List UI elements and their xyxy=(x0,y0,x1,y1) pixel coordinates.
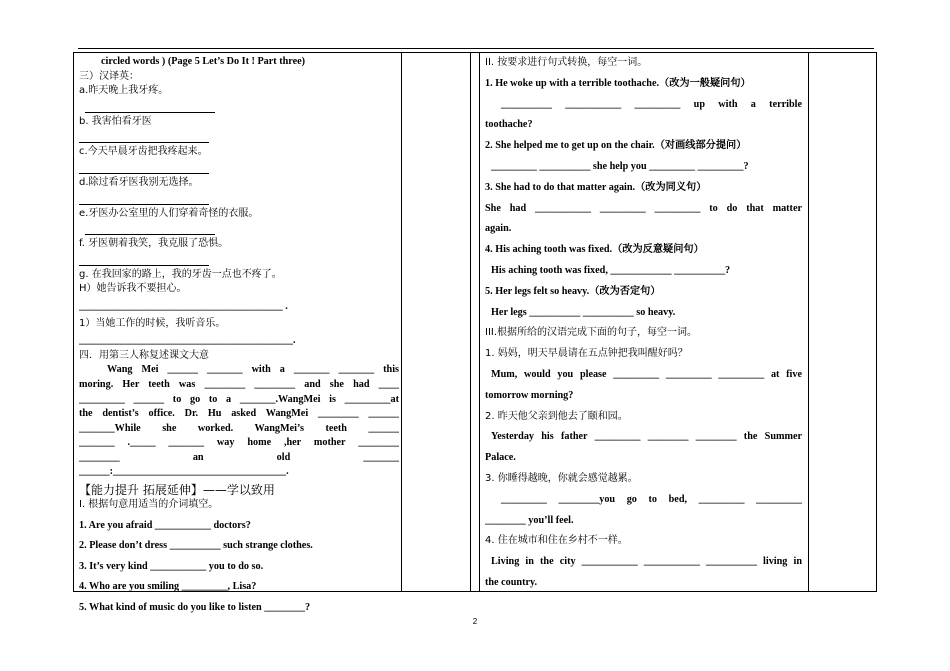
answer-line[interactable]: Mum, would you please _________ _________ _________ at five xyxy=(491,368,802,380)
answer-line[interactable]: _________ __________ she help you _________ _________? xyxy=(491,160,749,172)
passage-line: _________ ______ to go to a _______.WangMei is _________at xyxy=(79,393,399,405)
exercise-item: 3. She had to do that matter again.（改为同义句） xyxy=(485,181,707,193)
question-h: H）她告诉我不要担心。 xyxy=(79,283,187,295)
exercise-item: 1. He woke up with a terrible toothache.（改为一般疑问句） xyxy=(485,77,751,89)
answer-line: the country. xyxy=(485,576,538,588)
right-column xyxy=(485,53,802,594)
passage-line: ________ an old _______ xyxy=(79,451,399,463)
exercise-item: 1. 妈妈，明天早晨请在五点钟把我叫醒好吗？ xyxy=(485,348,688,360)
answer-line[interactable]: Her legs __________ __________ so heavy. xyxy=(491,306,676,318)
top-rule xyxy=(78,48,874,49)
exercise-item: 4. Who are you smiling _________, Lisa? xyxy=(79,581,257,593)
exercise-item: 3. It’s very kind ___________ you to do so. xyxy=(79,560,264,572)
answer-line: Palace. xyxy=(485,452,516,464)
passage-line: Wang Mei ______ _______ with a _______ _______ this xyxy=(107,364,399,376)
answer-line[interactable]: _________ ________you go to bed, _________ _________ xyxy=(501,493,802,505)
question-a: a.昨天晚上我牙疼。 xyxy=(79,85,169,97)
exercise-item: 2. She helped me to get up on the chair.（对画线部分提问） xyxy=(485,140,747,152)
section-heading: III.根据所给的汉语完成下面的句子，每空一词。 xyxy=(485,327,698,339)
answer-line[interactable] xyxy=(79,129,209,143)
exercise-item: 2. Please don’t dress __________ such strange clothes. xyxy=(79,540,313,552)
answer-line[interactable]: His aching tooth was fixed, ____________ __________? xyxy=(491,264,731,276)
column-divider-1 xyxy=(401,52,402,592)
answer-line[interactable] xyxy=(79,191,209,205)
section-heading: 三）汉译英： xyxy=(79,70,139,82)
answer-line[interactable] xyxy=(79,252,209,266)
section-title: 【能力提升 拓展延伸】——学以致用 xyxy=(79,483,275,498)
answer-line[interactable]: __________ ___________ _________ up with a terrible xyxy=(501,98,802,110)
column-divider-2 xyxy=(470,52,471,592)
question-c: c.今天早晨牙齿把我疼起来。 xyxy=(79,146,208,158)
section-heading: I. 根据句意用适当的介词填空。 xyxy=(79,499,219,511)
exercise-item: 4. His aching tooth was fixed.（改为反意疑问句） xyxy=(485,244,704,256)
instruction-line: circled words ) (Page 5 Let’s Do It ! Part three) xyxy=(101,56,306,67)
passage-line: _______While she worked. WangMei’s teeth ______ xyxy=(79,422,399,434)
section-heading: II. 按要求进行句式转换，每空一词。 xyxy=(485,57,648,68)
answer-line[interactable]: ________ you’ll feel. xyxy=(485,514,574,526)
passage-line: the dentist’s office. Dr. Hu asked WangMei ________ ______ xyxy=(79,408,399,420)
answer-line[interactable] xyxy=(85,221,215,235)
column-divider-4 xyxy=(808,52,809,592)
exercise-item: 4. 住在城市和住在乡村不一样。 xyxy=(485,535,628,547)
answer-blank[interactable]: ________________________________________ . xyxy=(79,300,288,312)
answer-line: again. xyxy=(485,223,512,235)
answer-line[interactable]: Living in the city ___________ ___________ __________ living in xyxy=(491,556,802,568)
question-d: d.除过看牙医我别无选择。 xyxy=(79,176,199,188)
answer-line: toothache? xyxy=(485,119,533,131)
question-f: f. 牙医朝着我笑，我克服了恐惧。 xyxy=(79,238,229,250)
question-b: b. 我害怕看牙医 xyxy=(79,115,152,127)
column-divider-3 xyxy=(479,52,480,592)
exercise-item: 2. 昨天他父亲到他去了颐和园。 xyxy=(485,410,628,422)
answer-line[interactable] xyxy=(79,160,209,174)
passage-line: _______ ._____ _______ way home ,her mother ________ xyxy=(79,437,399,449)
answer-blank[interactable]: __________________________________________. xyxy=(79,335,296,347)
answer-line[interactable] xyxy=(85,99,215,113)
left-column xyxy=(79,55,399,616)
passage-line: ______:__________________________________. xyxy=(79,466,289,478)
answer-line[interactable]: She had ___________ _________ _________ to do that matter xyxy=(485,202,802,214)
exercise-item: 5. Her legs felt so heavy.（改为否定句） xyxy=(485,285,661,297)
section-heading: 四．用第三人称复述课文大意 xyxy=(79,349,209,361)
answer-line[interactable]: Yesterday his father _________ ________ ________ the Summer xyxy=(491,431,802,443)
question-1: 1）当她工作的时候，我听音乐。 xyxy=(79,317,226,329)
exercise-item: 3. 你睡得越晚，你就会感觉越累。 xyxy=(485,472,638,484)
page-number: 2 xyxy=(472,617,478,626)
question-e: e.牙医办公室里的人们穿着奇怪的衣服。 xyxy=(79,207,259,219)
exercise-item: 1. Are you afraid ___________ doctors? xyxy=(79,519,251,531)
answer-line: tomorrow morning? xyxy=(485,389,574,401)
passage-line: moring. Her teeth was ________ ________ and she had ____ xyxy=(79,378,399,390)
question-g: g. 在我回家的路上，我的牙齿一点也不疼了。 xyxy=(79,268,282,280)
exercise-item: 5. What kind of music do you like to listen ________? xyxy=(79,602,311,614)
